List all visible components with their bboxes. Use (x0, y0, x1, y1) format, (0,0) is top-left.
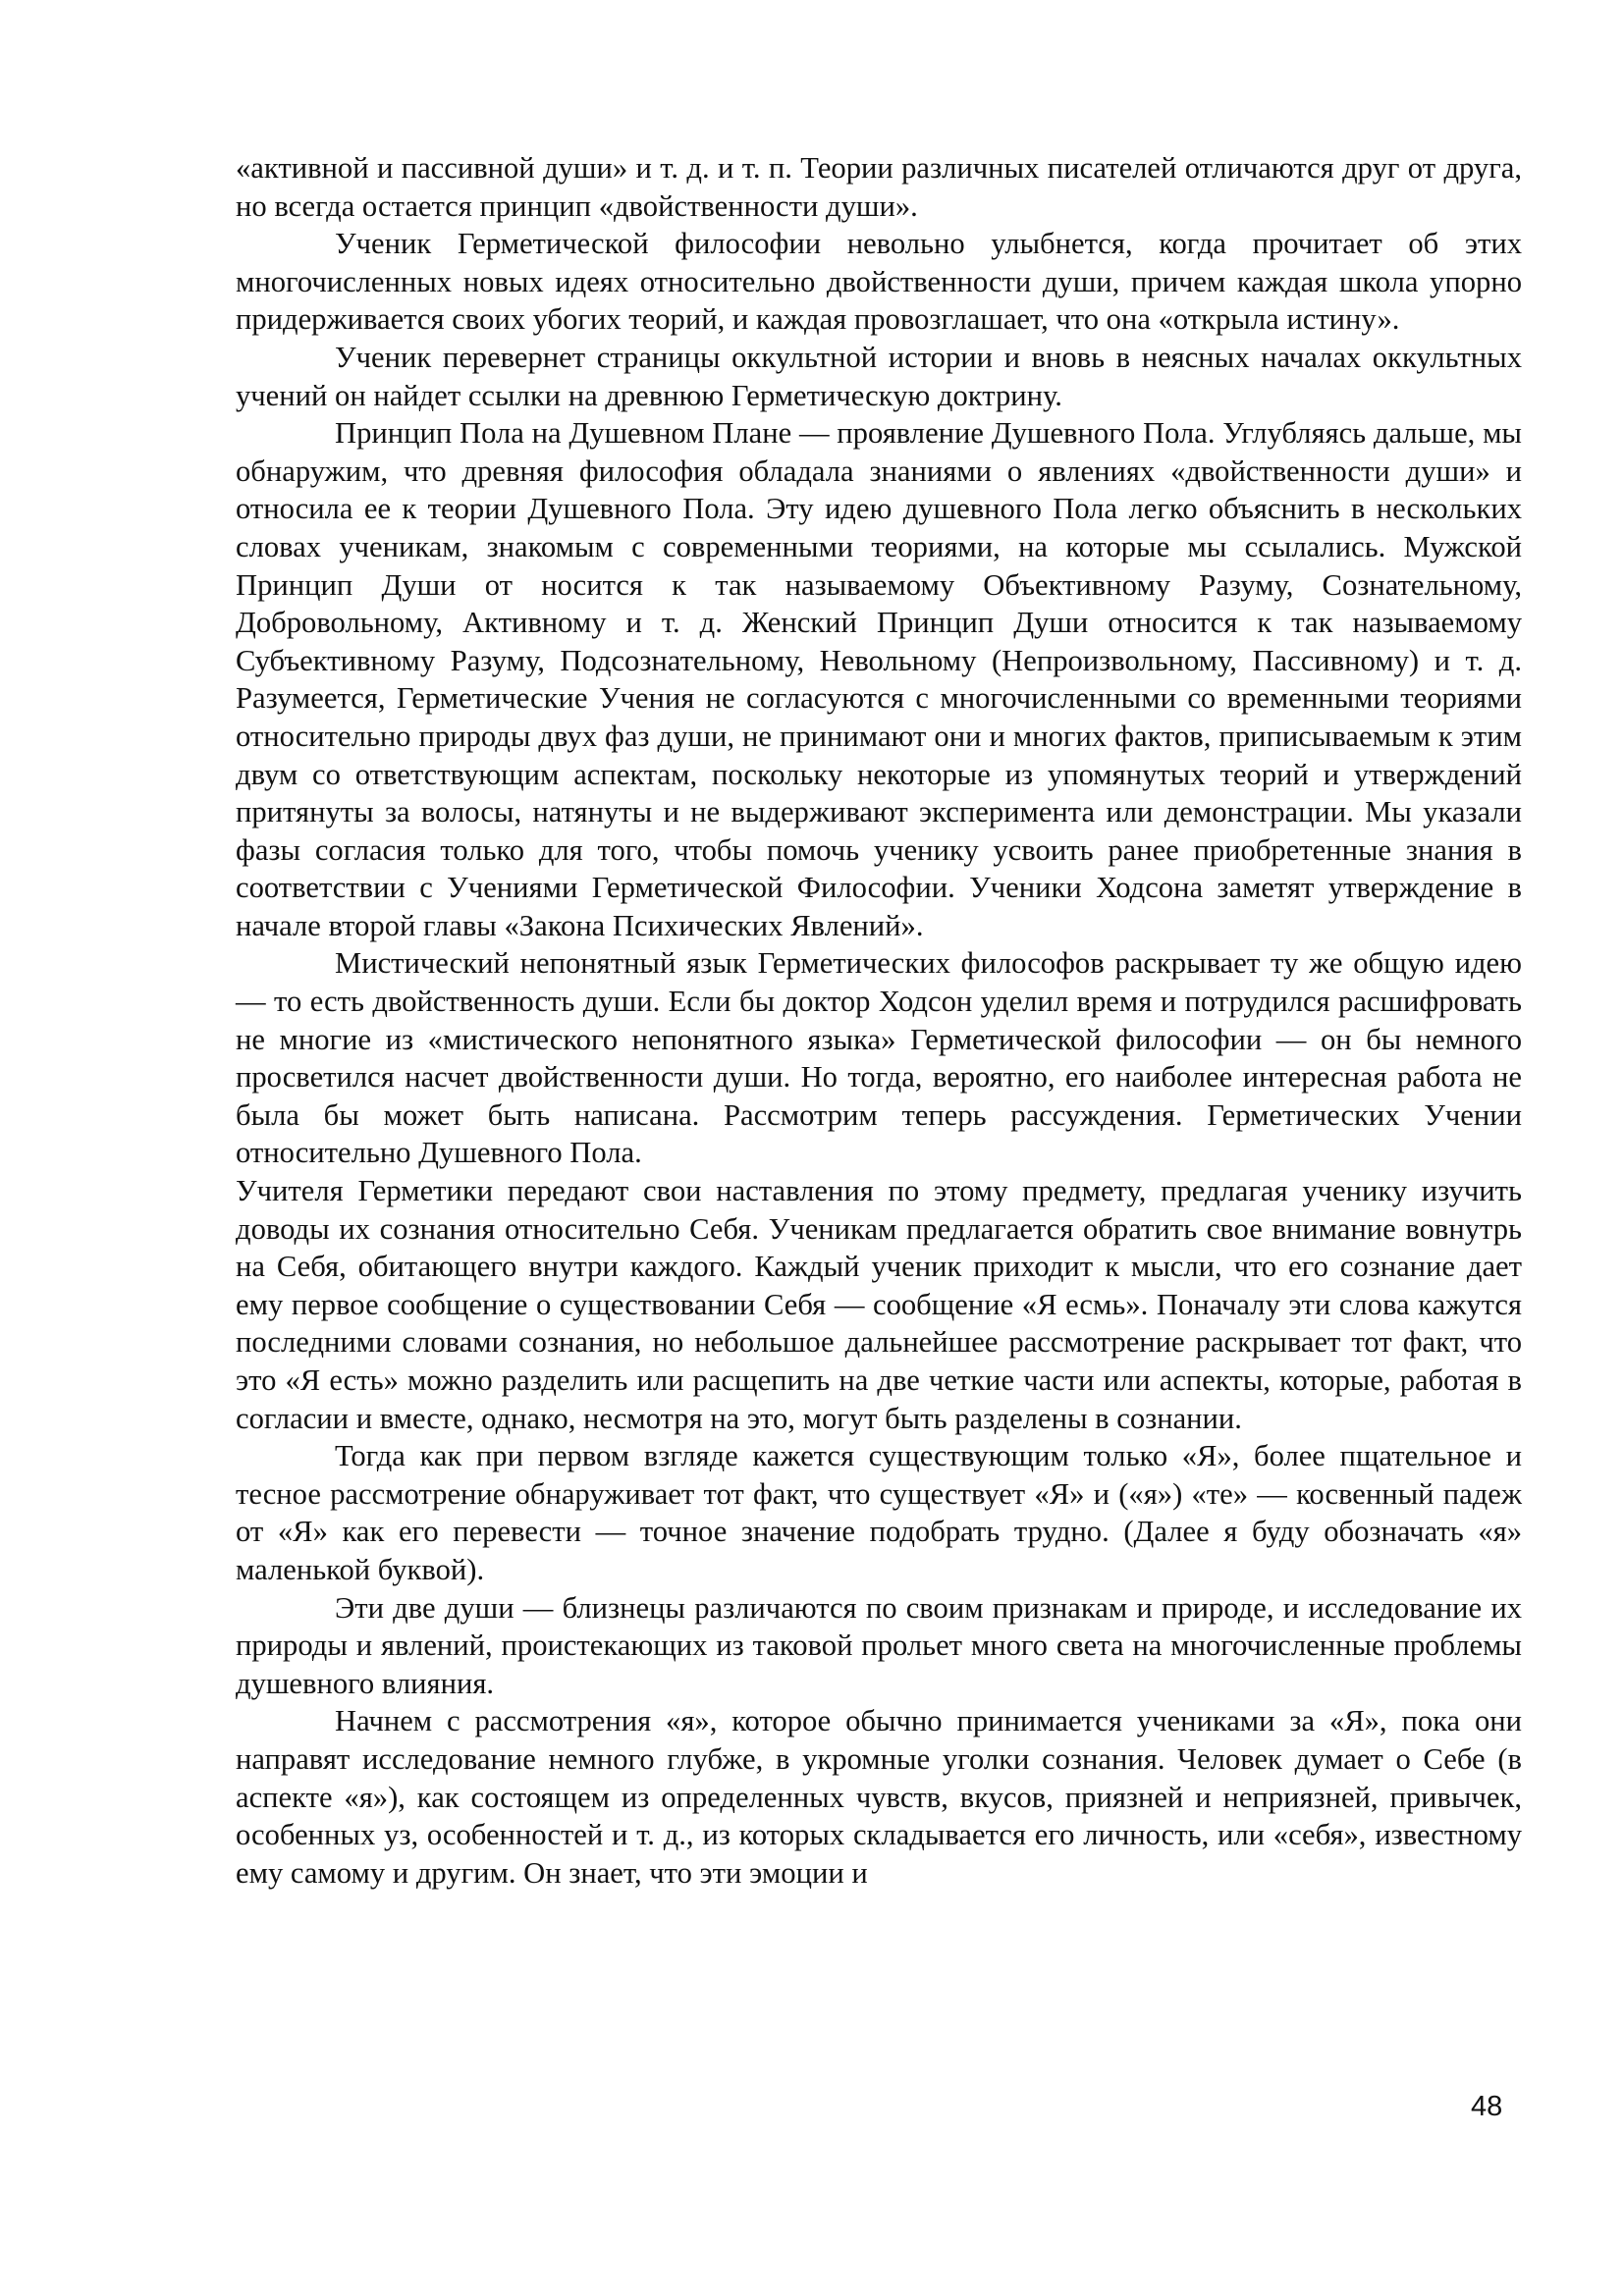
paragraph-9: Начнем с рассмотрения «я», которое обычно принимается учениками за «Я», пока они направят исследование немного глубже, в укромные уголки сознания. Человек думает о Себе (в аспекте «я»), как состоящем из определенных чувств, вкусов, приязней и неприязней, привычек, особенных уз, особенностей и т. д., из которых складывается его личность, или «себя», известному ему самому и другим. Он знает, что эти эмоции и (236, 1704, 1522, 1890)
paragraph-7: Тогда как при первом взгляде кажется существующим только «Я», более пщательное и тесное рассмотрение обнаруживает тот факт, что существует «Я» и («я») «те» — косвенный падеж от «Я» как его перевести — точное значение подобрать трудно. (Далее я буду обозначать «я» маленькой буквой). (236, 1439, 1522, 1586)
paragraph-4: Принцип Пола на Душевном Плане — проявление Душевного Пола. Углубляясь дальше, мы обнаружим, что древняя философия обладала знаниями о явлениях «двойственности души» и относила ее к теории Душевного Пола. Эту идею душевного Пола легко объяснить в нескольких словах ученикам, знакомым с современными теориями, на которые мы ссылались. Мужской Принцип Души от носится к так называемому Объективному Разуму, Сознательному, Добровольному, Активному и т. д. Женский Принцип Души относится к так называемому Субъективному Разуму, Подсознательному, Невольному (Непроизвольному, Пассивному) и т. д. Разумеется, Герметические Учения не согласуются с многочисленными со временными теориями относительно природы двух фаз души, не принимают они и многих фактов, приписываемым к этим двум со ответствующим аспектам, поскольку некоторые из упомянутых теорий и утверждений притянуты за волосы, натянуты и не выдерживают эксперимента или демонстрации. Мы указали фазы согласия только для того, чтобы помочь ученику усвоить ранее приобретенные знания в соответствии с Учениями Герметической Философии. Ученики Ходсона заметят утверждение в начале второй главы «Закона Психических Явлений». (236, 416, 1522, 942)
paragraph-3: Ученик перевернет страницы оккультной истории и вновь в неясных началах оккультных учений он найдет ссылки на древнюю Герметическую доктрину. (236, 340, 1522, 412)
paragraph-2: Ученик Герметической философии невольно улыбнется, когда прочитает об этих многочисленных новых идеях относительно двойственности души, причем каждая школа упорно придерживается своих убогих теорий, и каждая провозглашает, что она «открыла истину». (236, 227, 1522, 337)
page-number: 48 (1471, 2091, 1503, 2122)
page-body-text (236, 149, 1522, 1892)
paragraph-8: Эти две души — близнецы различаются по своим признакам и природе, и исследование их природы и явлений, проистекающих из таковой прольет много света на многочисленные проблемы душевного влияния. (236, 1590, 1522, 1700)
paragraph-5: Мистический непонятный язык Герметических философов раскрывает ту же общую идею — то есть двойственность души. Если бы доктор Ходсон уделил время и потрудился расшифровать не многие из «мистического непонятного языка» Герметической философии — он бы немного просветился насчет двойственности души. Но тогда, вероятно, его наиболее интересная работа не была бы может быть написана. Рассмотрим теперь рассуждения. Герметических Учении относительно Душевного Пола. (236, 946, 1522, 1170)
paragraph-1: «активной и пассивной души» и т. д. и т. п. Теории различных писателей отличаются друг от друга, но всегда остается принцип «двойственности души». (236, 151, 1522, 223)
paragraph-6: Учителя Герметики передают свои наставления по этому предмету, предлагая ученику изучить доводы их сознания относительно Себя. Ученикам предлагается обратить свое внимание вовнутрь на Себя, обитающего внутри каждого. Каждый ученик приходит к мысли, что его сознание дает ему первое сообщение о существовании Себя — сообщение «Я есмь». Поначалу эти слова кажутся последними словами сознания, но небольшое дальнейшее рассмотрение раскрывает тот факт, что это «Я есть» можно разделить или расщепить на две четкие части или аспекты, которые, работая в согласии и вместе, однако, несмотря на это, могут быть разделены в сознании. (236, 1174, 1522, 1435)
